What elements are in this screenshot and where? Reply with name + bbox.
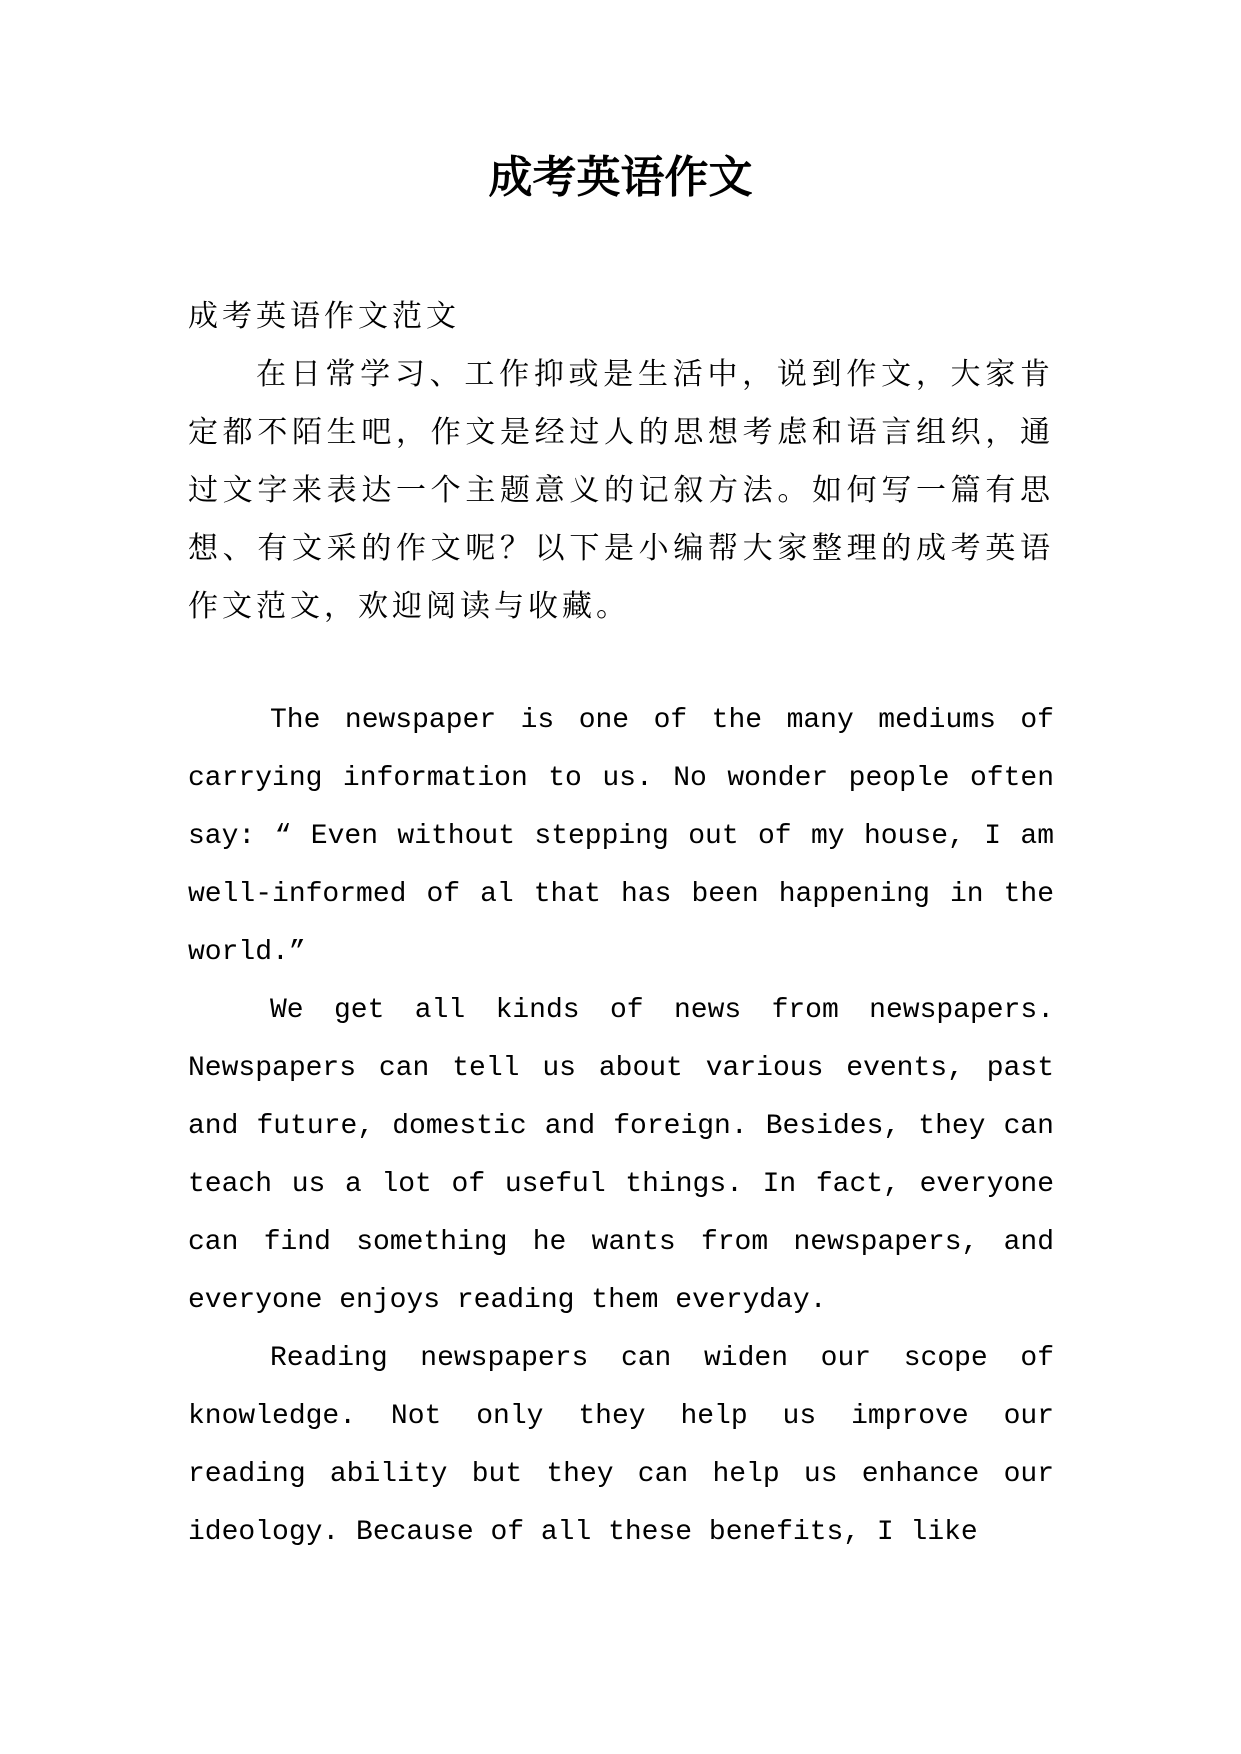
document-title: 成考英语作文 (488, 152, 753, 203)
essay-paragraph-1: The newspaper is one of the many mediums of carrying information to us. No wonder people often say: “ Even without stepping out of my house, I am well-informed of al that has been happening in the world.” (188, 705, 1054, 968)
paragraph-spacer (188, 636, 1054, 692)
document-body (188, 288, 1054, 1562)
essay-paragraph-3: Reading newspapers can widen our scope of knowledge. Not only they help us improve our reading ability but they can help us enhance our ideology. Because of all these benefits, I like (188, 1343, 1054, 1548)
intro-paragraph: 在日常学习、工作抑或是生活中，说到作文，大家肯定都不陌生吧，作文是经过人的思想考虑和语言组织，通过文字来表达一个主题意义的记叙方法。如何写一篇有思想、有文采的作文呢？以下是小编帮大家整理的成考英语作文范文，欢迎阅读与收藏。 (188, 357, 1054, 624)
essay-paragraph-2: We get all kinds of news from newspapers. Newspapers can tell us about various events, past and future, domestic and foreign. Besides, they can teach us a lot of useful things. In fact, everyone can find something he wants from newspapers, and everyone enjoys reading them everyday. (188, 995, 1054, 1316)
document-subtitle: 成考英语作文范文 (188, 299, 460, 334)
